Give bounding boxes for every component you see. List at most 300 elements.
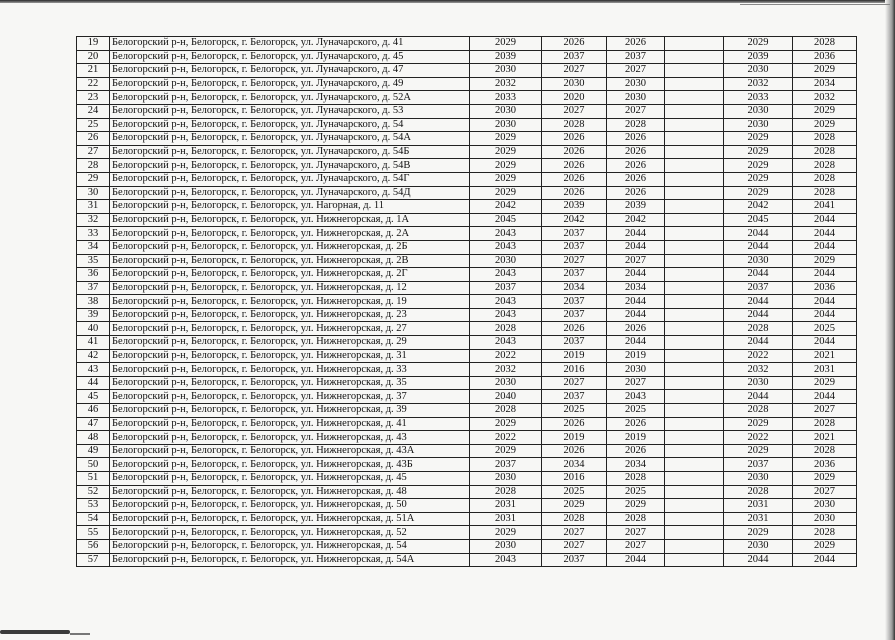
table-body [77,37,857,567]
year-cell-1: 2030 [470,472,542,486]
year-cell-2: 2027 [542,526,607,540]
address-cell: Белогорский р-н, Белогорск, г. Белогорск, ул. Нижнегорская, д. 54 [110,539,470,553]
year-cell-5: 2044 [724,336,793,350]
table-row [77,145,857,159]
year-cell-6: 2044 [793,553,857,567]
year-cell-5: 2045 [724,213,793,227]
table-row [77,37,857,51]
address-cell: Белогорский р-н, Белогорск, г. Белогорск, ул. Луначарского, д. 54Б [110,145,470,159]
year-cell-1: 2029 [470,132,542,146]
row-number: 56 [77,539,110,553]
year-cell-2: 2027 [542,539,607,553]
row-number: 28 [77,159,110,173]
year-cell-2: 2027 [542,254,607,268]
year-cell-5: 2029 [724,526,793,540]
year-cell-6: 2021 [793,349,857,363]
year-cell-5: 2030 [724,539,793,553]
year-cell-3: 2027 [607,526,665,540]
year-cell-3: 2044 [607,240,665,254]
year-cell-1: 2033 [470,91,542,105]
year-cell-5: 2029 [724,132,793,146]
table-row [77,77,857,91]
year-cell-2: 2026 [542,37,607,51]
year-cell-3: 2025 [607,485,665,499]
year-cell-1: 2022 [470,431,542,445]
year-cell-3: 2034 [607,458,665,472]
scan-artifact-bottom-tail [70,633,90,635]
year-cell-1: 2043 [470,553,542,567]
address-cell: Белогорский р-н, Белогорск, г. Белогорск, ул. Луначарского, д. 45 [110,50,470,64]
address-cell: Белогорский р-н, Белогорск, г. Белогорск, ул. Нижнегорская, д. 54А [110,553,470,567]
year-cell-3: 2039 [607,200,665,214]
address-cell: Белогорский р-н, Белогорск, г. Белогорск, ул. Нижнегорская, д. 52 [110,526,470,540]
year-cell-6: 2044 [793,268,857,282]
year-cell-5: 2044 [724,240,793,254]
row-number: 36 [77,268,110,282]
address-cell: Белогорский р-н, Белогорск, г. Белогорск, ул. Нижнегорская, д. 2А [110,227,470,241]
year-cell-3: 2027 [607,376,665,390]
table-row [77,458,857,472]
table-row [77,132,857,146]
year-cell-6: 2028 [793,186,857,200]
year-cell-6: 2044 [793,390,857,404]
table-row [77,240,857,254]
year-cell-6: 2029 [793,104,857,118]
housing-registry-table [76,36,857,567]
year-cell-4 [665,417,724,431]
address-cell: Белогорский р-н, Белогорск, г. Белогорск, ул. Нижнегорская, д. 12 [110,281,470,295]
year-cell-3: 2029 [607,499,665,513]
table-row [77,526,857,540]
row-number: 38 [77,295,110,309]
address-cell: Белогорский р-н, Белогорск, г. Белогорск, ул. Нижнегорская, д. 27 [110,322,470,336]
year-cell-1: 2032 [470,363,542,377]
year-cell-5: 2030 [724,118,793,132]
table-row [77,404,857,418]
row-number: 41 [77,336,110,350]
year-cell-1: 2029 [470,186,542,200]
year-cell-5: 2029 [724,186,793,200]
address-cell: Белогорский р-н, Белогорск, г. Белогорск, ул. Нижнегорская, д. 50 [110,499,470,513]
year-cell-3: 2044 [607,268,665,282]
year-cell-2: 2025 [542,485,607,499]
year-cell-1: 2029 [470,145,542,159]
year-cell-1: 2030 [470,64,542,78]
year-cell-2: 2026 [542,145,607,159]
year-cell-3: 2044 [607,308,665,322]
year-cell-5: 2022 [724,349,793,363]
year-cell-6: 2030 [793,512,857,526]
year-cell-6: 2044 [793,213,857,227]
year-cell-4 [665,539,724,553]
year-cell-4 [665,472,724,486]
year-cell-1: 2029 [470,417,542,431]
year-cell-1: 2032 [470,77,542,91]
row-number: 55 [77,526,110,540]
year-cell-2: 2037 [542,227,607,241]
table-row [77,104,857,118]
row-number: 37 [77,281,110,295]
year-cell-2: 2037 [542,50,607,64]
row-number: 31 [77,200,110,214]
year-cell-4 [665,77,724,91]
year-cell-6: 2029 [793,254,857,268]
row-number: 35 [77,254,110,268]
address-cell: Белогорский р-н, Белогорск, г. Белогорск, ул. Нижнегорская, д. 2Б [110,240,470,254]
row-number: 45 [77,390,110,404]
year-cell-2: 2019 [542,349,607,363]
row-number: 33 [77,227,110,241]
year-cell-3: 2026 [607,145,665,159]
year-cell-1: 2029 [470,444,542,458]
year-cell-4 [665,444,724,458]
year-cell-3: 2037 [607,50,665,64]
year-cell-6: 2036 [793,50,857,64]
year-cell-2: 2026 [542,159,607,173]
year-cell-2: 2026 [542,132,607,146]
year-cell-4 [665,145,724,159]
year-cell-4 [665,254,724,268]
year-cell-4 [665,458,724,472]
year-cell-1: 2030 [470,254,542,268]
year-cell-4 [665,308,724,322]
row-number: 29 [77,172,110,186]
year-cell-1: 2037 [470,458,542,472]
address-cell: Белогорский р-н, Белогорск, г. Белогорск, ул. Луначарского, д. 52А [110,91,470,105]
row-number: 40 [77,322,110,336]
year-cell-4 [665,526,724,540]
row-number: 19 [77,37,110,51]
year-cell-5: 2033 [724,91,793,105]
scan-artifact-bottom [0,630,70,634]
year-cell-4 [665,213,724,227]
address-cell: Белогорский р-н, Белогорск, г. Белогорск, ул. Нагорная, д. 11 [110,200,470,214]
year-cell-3: 2044 [607,336,665,350]
address-cell: Белогорский р-н, Белогорск, г. Белогорск, ул. Луначарского, д. 47 [110,64,470,78]
address-cell: Белогорский р-н, Белогорск, г. Белогорск, ул. Луначарского, д. 54 [110,118,470,132]
year-cell-6: 2036 [793,281,857,295]
scan-edge-right [885,0,895,640]
address-cell: Белогорский р-н, Белогорск, г. Белогорск, ул. Нижнегорская, д. 23 [110,308,470,322]
year-cell-1: 2030 [470,118,542,132]
address-cell: Белогорский р-н, Белогорск, г. Белогорск, ул. Нижнегорская, д. 29 [110,336,470,350]
year-cell-3: 2026 [607,159,665,173]
table-row [77,499,857,513]
year-cell-2: 2027 [542,376,607,390]
table-row [77,336,857,350]
year-cell-6: 2029 [793,376,857,390]
year-cell-2: 2026 [542,186,607,200]
address-cell: Белогорский р-н, Белогорск, г. Белогорск, ул. Нижнегорская, д. 35 [110,376,470,390]
address-cell: Белогорский р-н, Белогорск, г. Белогорск, ул. Нижнегорская, д. 43Б [110,458,470,472]
year-cell-1: 2045 [470,213,542,227]
year-cell-5: 2028 [724,322,793,336]
year-cell-3: 2026 [607,417,665,431]
address-cell: Белогорский р-н, Белогорск, г. Белогорск, ул. Луначарского, д. 41 [110,37,470,51]
table-row [77,553,857,567]
year-cell-2: 2029 [542,499,607,513]
row-number: 53 [77,499,110,513]
table-row [77,64,857,78]
year-cell-1: 2039 [470,50,542,64]
year-cell-2: 2039 [542,200,607,214]
year-cell-1: 2043 [470,295,542,309]
year-cell-2: 2025 [542,404,607,418]
year-cell-6: 2029 [793,539,857,553]
year-cell-4 [665,159,724,173]
address-cell: Белогорский р-н, Белогорск, г. Белогорск, ул. Нижнегорская, д. 39 [110,404,470,418]
year-cell-6: 2028 [793,417,857,431]
year-cell-6: 2028 [793,444,857,458]
year-cell-6: 2032 [793,91,857,105]
year-cell-4 [665,268,724,282]
year-cell-3: 2028 [607,472,665,486]
table-row [77,200,857,214]
year-cell-6: 2027 [793,404,857,418]
year-cell-1: 2031 [470,499,542,513]
year-cell-4 [665,404,724,418]
year-cell-4 [665,431,724,445]
year-cell-3: 2026 [607,37,665,51]
year-cell-4 [665,118,724,132]
year-cell-5: 2030 [724,64,793,78]
year-cell-5: 2044 [724,308,793,322]
year-cell-1: 2028 [470,485,542,499]
row-number: 39 [77,308,110,322]
year-cell-4 [665,37,724,51]
row-number: 49 [77,444,110,458]
year-cell-4 [665,172,724,186]
year-cell-5: 2029 [724,417,793,431]
address-cell: Белогорский р-н, Белогорск, г. Белогорск, ул. Луначарского, д. 54Д [110,186,470,200]
year-cell-4 [665,227,724,241]
table-row [77,281,857,295]
year-cell-6: 2044 [793,227,857,241]
year-cell-3: 2043 [607,390,665,404]
row-number: 46 [77,404,110,418]
year-cell-5: 2030 [724,376,793,390]
row-number: 27 [77,145,110,159]
address-cell: Белогорский р-н, Белогорск, г. Белогорск, ул. Нижнегорская, д. 51А [110,512,470,526]
row-number: 54 [77,512,110,526]
year-cell-5: 2032 [724,363,793,377]
year-cell-3: 2027 [607,254,665,268]
year-cell-3: 2026 [607,186,665,200]
year-cell-1: 2042 [470,200,542,214]
year-cell-5: 2044 [724,227,793,241]
address-cell: Белогорский р-н, Белогорск, г. Белогорск, ул. Луначарского, д. 54А [110,132,470,146]
year-cell-3: 2034 [607,281,665,295]
year-cell-2: 2034 [542,458,607,472]
year-cell-5: 2037 [724,458,793,472]
address-cell: Белогорский р-н, Белогорск, г. Белогорск, ул. Нижнегорская, д. 43 [110,431,470,445]
table-row [77,91,857,105]
year-cell-5: 2028 [724,485,793,499]
row-number: 52 [77,485,110,499]
table-row [77,349,857,363]
table-row [77,308,857,322]
year-cell-6: 2029 [793,118,857,132]
year-cell-1: 2030 [470,376,542,390]
year-cell-1: 2029 [470,172,542,186]
row-number: 20 [77,50,110,64]
year-cell-1: 2029 [470,159,542,173]
year-cell-2: 2026 [542,172,607,186]
year-cell-6: 2031 [793,363,857,377]
year-cell-4 [665,186,724,200]
table-row [77,159,857,173]
row-number: 24 [77,104,110,118]
table-row [77,254,857,268]
table-row [77,376,857,390]
year-cell-6: 2028 [793,159,857,173]
table-row [77,485,857,499]
year-cell-4 [665,200,724,214]
address-cell: Белогорский р-н, Белогорск, г. Белогорск, ул. Луначарского, д. 54В [110,159,470,173]
year-cell-3: 2026 [607,444,665,458]
year-cell-3: 2028 [607,512,665,526]
year-cell-6: 2029 [793,472,857,486]
year-cell-3: 2025 [607,404,665,418]
year-cell-5: 2031 [724,499,793,513]
table-row [77,417,857,431]
year-cell-3: 2027 [607,64,665,78]
table-row [77,322,857,336]
year-cell-5: 2031 [724,512,793,526]
year-cell-5: 2030 [724,254,793,268]
year-cell-2: 2020 [542,91,607,105]
year-cell-3: 2044 [607,295,665,309]
year-cell-5: 2022 [724,431,793,445]
year-cell-2: 2037 [542,268,607,282]
year-cell-6: 2025 [793,322,857,336]
row-number: 30 [77,186,110,200]
year-cell-1: 2037 [470,281,542,295]
table-row [77,472,857,486]
table-row [77,268,857,282]
table-row [77,50,857,64]
year-cell-1: 2043 [470,227,542,241]
year-cell-1: 2029 [470,37,542,51]
row-number: 23 [77,91,110,105]
year-cell-5: 2032 [724,77,793,91]
year-cell-5: 2029 [724,37,793,51]
year-cell-6: 2041 [793,200,857,214]
row-number: 42 [77,349,110,363]
address-cell: Белогорский р-н, Белогорск, г. Белогорск, ул. Луначарского, д. 49 [110,77,470,91]
table-row [77,539,857,553]
year-cell-1: 2043 [470,336,542,350]
address-cell: Белогорский р-н, Белогорск, г. Белогорск, ул. Луначарского, д. 54Г [110,172,470,186]
year-cell-3: 2030 [607,77,665,91]
year-cell-5: 2044 [724,295,793,309]
year-cell-4 [665,376,724,390]
year-cell-2: 2016 [542,472,607,486]
year-cell-2: 2037 [542,553,607,567]
year-cell-1: 2028 [470,404,542,418]
year-cell-3: 2026 [607,172,665,186]
year-cell-6: 2044 [793,336,857,350]
row-number: 26 [77,132,110,146]
year-cell-2: 2027 [542,104,607,118]
year-cell-5: 2044 [724,553,793,567]
year-cell-6: 2030 [793,499,857,513]
year-cell-6: 2044 [793,240,857,254]
year-cell-2: 2042 [542,213,607,227]
table-row [77,512,857,526]
address-cell: Белогорский р-н, Белогорск, г. Белогорск, ул. Нижнегорская, д. 45 [110,472,470,486]
year-cell-4 [665,50,724,64]
year-cell-6: 2027 [793,485,857,499]
row-number: 44 [77,376,110,390]
year-cell-2: 2019 [542,431,607,445]
year-cell-5: 2044 [724,390,793,404]
year-cell-2: 2037 [542,336,607,350]
year-cell-1: 2030 [470,539,542,553]
row-number: 51 [77,472,110,486]
year-cell-5: 2029 [724,172,793,186]
year-cell-2: 2026 [542,444,607,458]
year-cell-2: 2016 [542,363,607,377]
year-cell-6: 2034 [793,77,857,91]
table-row [77,295,857,309]
year-cell-1: 2022 [470,349,542,363]
year-cell-2: 2026 [542,322,607,336]
year-cell-3: 2030 [607,363,665,377]
table-row [77,363,857,377]
year-cell-6: 2029 [793,64,857,78]
table-row [77,431,857,445]
year-cell-5: 2029 [724,145,793,159]
year-cell-6: 2028 [793,37,857,51]
row-number: 34 [77,240,110,254]
year-cell-1: 2028 [470,322,542,336]
year-cell-2: 2028 [542,118,607,132]
row-number: 43 [77,363,110,377]
year-cell-4 [665,363,724,377]
address-cell: Белогорский р-н, Белогорск, г. Белогорск, ул. Нижнегорская, д. 33 [110,363,470,377]
table-row [77,390,857,404]
year-cell-2: 2037 [542,295,607,309]
address-cell: Белогорский р-н, Белогорск, г. Белогорск, ул. Нижнегорская, д. 48 [110,485,470,499]
table-row [77,118,857,132]
address-cell: Белогорский р-н, Белогорск, г. Белогорск, ул. Нижнегорская, д. 2Г [110,268,470,282]
year-cell-4 [665,281,724,295]
address-cell: Белогорский р-н, Белогорск, г. Белогорск, ул. Нижнегорская, д. 31 [110,349,470,363]
year-cell-3: 2028 [607,118,665,132]
year-cell-4 [665,349,724,363]
year-cell-4 [665,240,724,254]
table-row [77,186,857,200]
year-cell-5: 2030 [724,104,793,118]
table-row [77,172,857,186]
address-cell: Белогорский р-н, Белогорск, г. Белогорск, ул. Нижнегорская, д. 19 [110,295,470,309]
year-cell-2: 2026 [542,417,607,431]
row-number: 22 [77,77,110,91]
scan-artifact-line [740,4,890,5]
year-cell-3: 2026 [607,322,665,336]
year-cell-4 [665,485,724,499]
year-cell-5: 2029 [724,159,793,173]
year-cell-3: 2030 [607,91,665,105]
address-cell: Белогорский р-н, Белогорск, г. Белогорск, ул. Нижнегорская, д. 37 [110,390,470,404]
address-cell: Белогорский р-н, Белогорск, г. Белогорск, ул. Нижнегорская, д. 2В [110,254,470,268]
row-number: 48 [77,431,110,445]
year-cell-3: 2044 [607,553,665,567]
row-number: 25 [77,118,110,132]
address-cell: Белогорский р-н, Белогорск, г. Белогорск, ул. Нижнегорская, д. 1А [110,213,470,227]
address-cell: Белогорский р-н, Белогорск, г. Белогорск, ул. Нижнегорская, д. 43А [110,444,470,458]
